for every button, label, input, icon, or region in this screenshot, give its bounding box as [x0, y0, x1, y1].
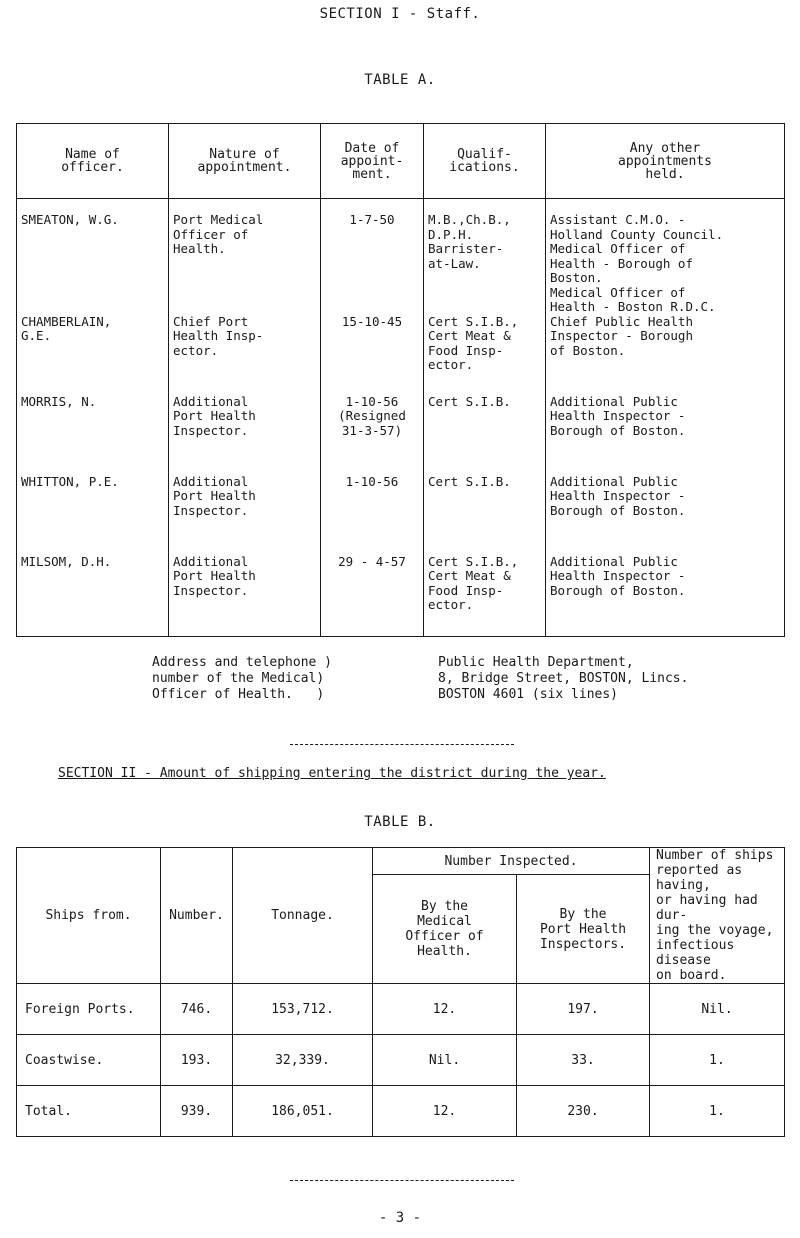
officer-name: MILSOM, D.H.: [17, 555, 169, 637]
header-other-appointments: Any other appointments held.: [546, 124, 785, 199]
inspected-by-phi: 197.: [517, 984, 650, 1035]
reported-disease: Nil.: [650, 984, 785, 1035]
header-date: Date of appoint- ment.: [321, 124, 424, 199]
staff-table-header-row: [17, 124, 785, 199]
header-qualifications: Qualif- ications.: [424, 124, 546, 199]
page-number: - 3 -: [378, 1210, 422, 1226]
table-row: [17, 1035, 785, 1086]
staff-table: [16, 123, 785, 637]
appointment-nature: Additional Port Health Inspector.: [169, 555, 321, 637]
appointment-date: 29 - 4-57: [321, 555, 424, 637]
header-number: Number.: [161, 848, 233, 984]
inspected-by-moh: 12.: [373, 984, 517, 1035]
address-value: Public Health Department, 8, Bridge Street, BOSTON, Lincs. BOSTON 4601 (six lines): [438, 655, 689, 702]
table-b-title: TABLE B.: [364, 814, 436, 830]
other-appointments: Assistant C.M.O. - Holland County Council. Medical Officer of Health - Borough of Boston. Medical Officer of Health - Boston R.D.C.: [546, 199, 785, 315]
inspected-by-phi: 33.: [517, 1035, 650, 1086]
qualifications: M.B.,Ch.B., D.P.H. Barrister- at-Law.: [424, 199, 546, 315]
reported-disease: 1.: [650, 1035, 785, 1086]
other-appointments: Additional Public Health Inspector - Borough of Boston.: [546, 395, 785, 475]
header-by-phi: By the Port Health Inspectors.: [517, 875, 650, 984]
other-appointments: Additional Public Health Inspector - Borough of Boston.: [546, 555, 785, 637]
table-row: [17, 315, 785, 395]
appointment-nature: Additional Port Health Inspector.: [169, 395, 321, 475]
ships-from: Total.: [17, 1086, 161, 1137]
table-row: [17, 199, 785, 315]
header-nature: Nature of appointment.: [169, 124, 321, 199]
appointment-date: 1-10-56: [321, 475, 424, 555]
inspected-by-phi: 230.: [517, 1086, 650, 1137]
shipping-header-row: [17, 848, 785, 875]
section-1-title: SECTION I - Staff.: [319, 6, 481, 22]
qualifications: Cert S.I.B., Cert Meat & Food Insp- ector.: [424, 555, 546, 637]
inspected-by-moh: 12.: [373, 1086, 517, 1137]
appointment-date: 1-7-50: [321, 199, 424, 315]
divider: [290, 1180, 514, 1181]
appointment-date: 1-10-56 (Resigned 31-3-57): [321, 395, 424, 475]
header-name: Name of officer.: [17, 124, 169, 199]
ships-tonnage: 153,712.: [233, 984, 373, 1035]
inspected-by-moh: Nil.: [373, 1035, 517, 1086]
officer-name: MORRIS, N.: [17, 395, 169, 475]
section-2-title: SECTION II - Amount of shipping entering the district during the year.: [58, 766, 606, 781]
appointment-nature: Port Medical Officer of Health.: [169, 199, 321, 315]
appointment-nature: Chief Port Health Insp- ector.: [169, 315, 321, 395]
ships-number: 746.: [161, 984, 233, 1035]
other-appointments: Chief Public Health Inspector - Borough of Boston.: [546, 315, 785, 395]
qualifications: Cert S.I.B.: [424, 475, 546, 555]
ships-from: Foreign Ports.: [17, 984, 161, 1035]
header-by-moh: By the Medical Officer of Health.: [373, 875, 517, 984]
ships-tonnage: 32,339.: [233, 1035, 373, 1086]
ships-from: Coastwise.: [17, 1035, 161, 1086]
ships-number: 939.: [161, 1086, 233, 1137]
appointment-nature: Additional Port Health Inspector.: [169, 475, 321, 555]
shipping-table: [16, 847, 785, 1137]
appointment-date: 15-10-45: [321, 315, 424, 395]
header-number-inspected: Number Inspected.: [373, 848, 650, 875]
table-row: [17, 555, 785, 637]
ships-tonnage: 186,051.: [233, 1086, 373, 1137]
divider: [290, 744, 514, 745]
table-row: [17, 395, 785, 475]
officer-name: CHAMBERLAIN, G.E.: [17, 315, 169, 395]
header-ships-from: Ships from.: [17, 848, 161, 984]
officer-name: SMEATON, W.G.: [17, 199, 169, 315]
qualifications: Cert S.I.B.: [424, 395, 546, 475]
table-a-title: TABLE A.: [364, 72, 436, 88]
other-appointments: Additional Public Health Inspector - Borough of Boston.: [546, 475, 785, 555]
reported-disease: 1.: [650, 1086, 785, 1137]
table-row: [17, 1086, 785, 1137]
qualifications: Cert S.I.B., Cert Meat & Food Insp- ector.: [424, 315, 546, 395]
header-tonnage: Tonnage.: [233, 848, 373, 984]
ships-number: 193.: [161, 1035, 233, 1086]
table-row: [17, 984, 785, 1035]
address-label: Address and telephone ) number of the Medical) Officer of Health. ): [152, 655, 333, 702]
officer-name: WHITTON, P.E.: [17, 475, 169, 555]
header-reported-disease: Number of ships reported as having, or having had dur- ing the voyage, infectious disease on board.: [650, 848, 785, 984]
table-row: [17, 475, 785, 555]
